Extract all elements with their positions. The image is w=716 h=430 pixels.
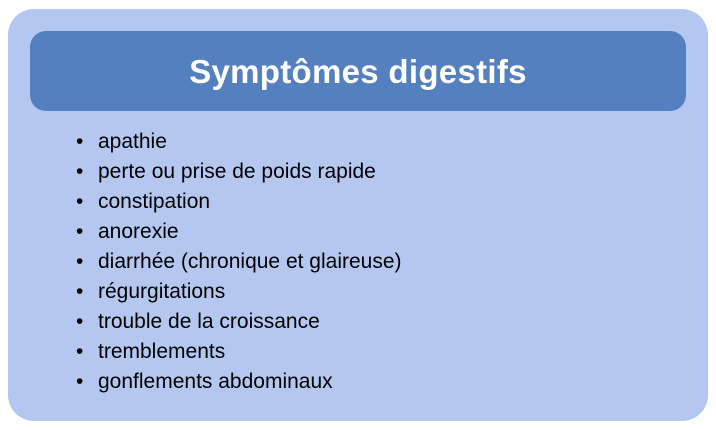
list-item — [70, 367, 670, 397]
list-item-label: perte ou prise de poids rapide — [98, 160, 376, 183]
bullet-icon: • — [76, 370, 84, 393]
list-item — [70, 157, 670, 187]
bullet-icon: • — [76, 250, 84, 273]
bullet-icon: • — [76, 220, 84, 243]
bullet-icon: • — [76, 340, 84, 363]
list-item — [70, 337, 670, 367]
list-item — [70, 307, 670, 337]
list-item-label: régurgitations — [98, 280, 226, 303]
list-item — [70, 127, 670, 157]
list-item-label: gonflements abdominaux — [98, 370, 333, 393]
list-item — [70, 187, 670, 217]
list-item-label: tremblements — [98, 340, 226, 363]
list-item-label: apathie — [98, 130, 167, 153]
list-item-label: trouble de la croissance — [98, 310, 320, 333]
card-title-bar — [30, 31, 686, 111]
list-item-label: constipation — [98, 190, 211, 213]
bullet-icon: • — [76, 160, 84, 183]
bullet-icon: • — [76, 280, 84, 303]
symptom-list — [70, 127, 670, 397]
list-item — [70, 247, 670, 277]
bullet-icon: • — [76, 310, 84, 333]
list-item — [70, 217, 670, 247]
list-item-label: anorexie — [98, 220, 179, 243]
page-title: Symptômes digestifs — [189, 52, 527, 90]
symptoms-card — [8, 9, 708, 421]
list-item — [70, 277, 670, 307]
list-item-label: diarrhée (chronique et glaireuse) — [98, 250, 402, 273]
bullet-icon: • — [76, 190, 84, 213]
bullet-icon: • — [76, 130, 84, 153]
